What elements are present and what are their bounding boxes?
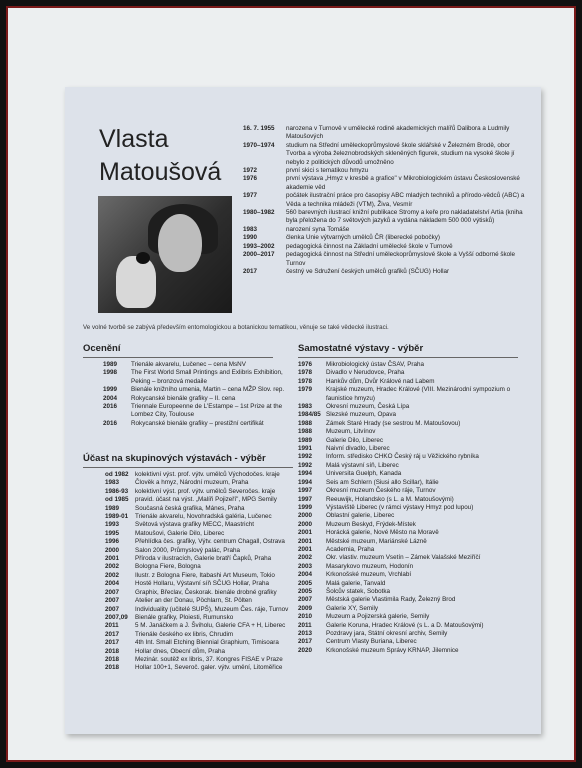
group-exhibition-text: Ilustr. z Bologna Fiere, Itabashi Art Museum, Tokio [135,571,275,579]
biography-year: 2000–2017 [243,251,275,259]
solo-exhibition-year: 2004 [298,571,313,579]
solo-exhibition-year: 2009 [298,604,313,612]
group-exhibition-year: 2018 [105,647,120,655]
biography-year: 1976 [243,175,258,183]
group-exhibition-text: 4th Int. Small Etching Biennial Graphium, Timisoara [135,639,279,647]
group-exhibition-year: 2017 [105,639,120,647]
solo-exhibition-year: 1992 [298,461,313,469]
group-exhibitions-list [105,471,305,673]
solo-exhibition-item [298,496,523,504]
group-exhibitions-heading: Účast na skupinových výstavách - výběr [83,453,293,468]
award-text: Rokycanské bienále grafiky – II. cena [131,394,236,402]
biography-timeline [243,125,533,276]
solo-exhibition-item [298,512,523,520]
solo-exhibition-year: 1978 [298,369,313,377]
group-exhibition-text: Graphix, Břeclav, Českorak. bienále drobné grafiky [135,588,277,596]
group-exhibition-item [105,479,305,487]
biography-year: 1977 [243,192,258,200]
solo-exhibition-year: 1997 [298,487,313,495]
solo-exhibition-text: Malá výstavní síň, Liberec [326,461,399,469]
group-exhibition-text: kolektivní výst. prof. výtv. umělců Severočes. kraje [135,487,276,495]
award-text: The First World Small Printings and Exlibris Exhibition, Peking – bronzová medaile [131,369,283,385]
group-exhibition-text: Přehlídka čes. grafiky, Výtv. centrum Chagall, Ostrava [135,538,285,546]
biography-text: pedagogická činnost na Střední uměleckoprůmyslové škole a Vyšší odborné škole Turnov [286,251,516,267]
biography-note: Ve volné tvorbě se zabývá především entomologickou a botanickou tematikou, věnuje se také vědecké ilustraci. [83,324,389,331]
group-exhibition-item [105,597,305,605]
solo-exhibition-item [298,605,523,613]
solo-exhibition-text: Okresní muzeum Českého ráje, Turnov [326,487,436,495]
group-exhibition-year: 1993 [105,521,120,529]
group-exhibition-text: kolektivní výst. prof. výtv. umělců Východočes. kraje [135,471,280,478]
award-year: 2016 [103,403,118,411]
solo-exhibition-item [298,571,523,579]
solo-exhibition-item [298,521,523,529]
group-exhibition-item [105,563,305,571]
solo-exhibition-text: Okr. vlastiv. muzeum Vsetín – Zámek Valašské Meziříčí [326,554,481,562]
solo-exhibition-item [298,554,523,562]
solo-exhibition-text: Šolcův statek, Sobotka [326,587,391,595]
group-exhibition-item [105,513,305,521]
group-exhibition-item [105,505,305,513]
solo-exhibition-text: Městská galerie Vlastimila Rady, Železný Brod [326,596,456,604]
group-exhibition-item [105,589,305,597]
biography-text: členka Unie výtvarných umělců ČR (liberecké pobočky) [286,234,440,242]
award-item [103,420,293,428]
award-item [103,403,293,420]
group-exhibition-year: od 1985 [105,496,129,504]
solo-exhibition-item [298,538,523,546]
solo-exhibition-item [298,504,523,512]
group-exhibition-item [105,631,305,639]
solo-exhibition-text: Centrum Vlasty Buriana, Liberec [326,638,417,646]
solo-exhibition-year: 2001 [298,545,313,553]
portrait-face [158,214,202,272]
solo-exhibition-text: Krkonošské muzeum Správy KRNAP, Jilemnice [326,646,459,654]
award-year: 1989 [103,361,118,368]
biography-item [243,142,533,167]
group-exhibition-item [105,606,305,614]
group-exhibition-item [105,488,305,496]
biography-text: studium na Střední uměleckoprůmyslové škole sklářské v Železném Brodě, obor Tvorba a výroba železnobrodských skleněných figurek, studium na vysoké škole jí nebylo z politických důvodů umožněno [286,141,515,166]
group-exhibition-year: 1986-93 [105,487,129,495]
biography-text: první skici s tematikou hmyzu [286,167,369,175]
solo-exhibition-text: Academia, Praha [326,545,375,553]
solo-exhibition-text: Muzeum Beskyd, Frýdek-Místek [326,520,416,528]
biography-text: 560 barevných ilustrací knižní publikace Stromy a keře pro nakladatelství Artia (kniha byla přeložena do 7 světových jazyků a vydána nákladem 500 000 výtisků) [286,209,523,225]
exhibition-poster [65,87,541,734]
solo-exhibition-year: 1988 [298,428,313,436]
award-text: Trienále akvarelu, Lučenec – cena MsNV [131,361,246,368]
group-exhibition-year: 2004 [105,580,120,588]
award-item [103,386,293,394]
solo-exhibition-item [298,369,523,377]
biography-item [243,125,533,142]
solo-exhibition-text: Hankův dům, Dvůr Králové nad Labem [326,377,435,385]
awards-list [103,361,293,428]
solo-exhibition-year: 1994 [298,470,313,478]
biography-year: 1983 [243,225,258,233]
group-exhibition-text: Člověk a hmyz, Národní muzeum, Praha [135,479,249,487]
solo-exhibition-item [298,529,523,537]
award-item [103,369,293,386]
biography-text: počátek ilustrační práce pro časopisy ABC mladých techniků a přírodo-vědců (ABC) a Věda a technika mládeži (VTM), Živa, Vesmír [286,192,525,208]
group-exhibition-year: 2018 [105,664,120,672]
solo-exhibition-text: Reeuwijk, Holandsko (s L. a M. Matoušovými) [326,495,454,503]
solo-exhibition-text: Horácká galerie, Nové Město na Moravě [326,529,439,537]
biography-year: 2017 [243,267,258,275]
group-exhibition-year: 2002 [105,563,120,571]
group-exhibition-text: Atelier an der Donau, Pöchlarn, St. Pölten [135,597,252,605]
solo-exhibition-year: 2005 [298,579,313,587]
group-exhibition-text: Hollar dnes, Obecní dům, Praha [135,647,225,655]
solo-exhibition-text: Muzeum, Litvínov [326,428,376,436]
group-exhibition-item [105,555,305,563]
solo-exhibition-text: Seis am Schlern (Siusi allo Scillar), Itálie [326,478,439,486]
group-exhibition-text: Hollar 100+1, Severoč. galer. výtv. umění, Litoměřice [135,664,283,672]
solo-exhibition-item [298,546,523,554]
group-exhibition-year: 2002 [105,571,120,579]
solo-exhibition-item [298,638,523,646]
solo-exhibition-year: 2020 [298,646,313,654]
group-exhibition-year: 2000 [105,546,120,554]
group-exhibition-text: Hostě Hollaru, Výstavní síň SČUG Hollar, Praha [135,580,270,588]
artist-first-name: Vlasta [99,125,169,153]
solo-exhibition-year: 1994 [298,478,313,486]
group-exhibition-item [105,639,305,647]
solo-exhibition-year: 2002 [298,554,313,562]
solo-exhibition-item [298,563,523,571]
group-exhibition-year: 2007 [105,597,120,605]
photo-frame [6,6,576,762]
solo-exhibition-text: Muzeum a Pojizerská galerie, Semily [326,613,430,621]
group-exhibition-text: Individuality (učitelé SUPŠ), Muzeum Čes. ráje, Turnov [135,605,289,613]
solo-exhibition-year: 1978 [298,377,313,385]
biography-text: čestný ve Sdružení českých umělců grafiků (SČUG) Hollar [286,267,450,275]
solo-exhibition-year: 2007 [298,596,313,604]
solo-exhibition-item [298,487,523,495]
group-exhibition-text: Světová výstava grafiky MECC, Maastricht [135,521,254,529]
biography-text: narozena v Turnově v umělecké rodině akademických malířů Dalibora a Ludmily Matoušových [286,125,510,141]
group-exhibition-text: Salon 2000, Průmyslový palác, Praha [135,546,241,554]
award-item [103,361,293,369]
solo-exhibition-text: Výstaviště Liberec (v rámci výstavy Hmyz pod lupou) [326,503,474,511]
group-exhibition-year: 1989-01 [105,513,129,521]
group-exhibition-year: 2011 [105,622,119,630]
solo-exhibition-year: 1984/85 [298,411,321,419]
solo-exhibition-item [298,453,523,461]
solo-exhibition-item [298,630,523,638]
solo-exhibition-item [298,622,523,630]
group-exhibition-year: 1989 [105,504,120,512]
solo-exhibition-year: 2000 [298,512,313,520]
biography-item [243,251,533,268]
portrait-hand [116,256,156,308]
beetle-icon [136,252,150,264]
group-exhibition-text: Matoušovi, Galerie Dilo, Liberec [135,529,225,537]
solo-exhibition-text: Městské muzeum, Mariánské Lázně [326,537,427,545]
solo-exhibition-year: 1983 [298,403,313,411]
biography-item [243,209,533,226]
biography-year: 1980–1982 [243,209,275,217]
award-text: Rokycanské bienále grafiky – prestižní certifikát [131,419,264,427]
solo-exhibition-item [298,596,523,604]
award-year: 1999 [103,386,118,394]
solo-exhibition-text: Malá galerie, Tanvald [326,579,386,587]
solo-exhibition-year: 2001 [298,529,313,537]
group-exhibition-text: Mezinár. soutěž ex libris, 37. Kongres FISAE v Praze [135,655,283,663]
artist-name [99,123,221,189]
solo-exhibition-year: 1999 [298,503,313,511]
award-item [103,395,293,403]
group-exhibition-year: od 1982 [105,471,129,478]
biography-text: pedagogická činnost na Základní umělecké škole v Turnově [286,242,453,250]
biography-item [243,192,533,209]
solo-exhibition-text: Krajské muzeum, Hradec Králové (VIII. Mezinárodní sympozium o faunistice hmyzu) [326,386,511,402]
award-year: 2004 [103,394,118,402]
solo-exhibition-text: Divadlo v Nerudovce, Praha [326,369,405,377]
solo-exhibition-item [298,411,523,419]
group-exhibition-text: Trienále českého ex libris, Chrudim [135,630,234,638]
group-exhibition-text: Příroda v ilustracích, Galerie bratří Čapků, Praha [135,555,272,563]
solo-exhibition-text: Oblastní galerie, Liberec [326,512,395,520]
group-exhibition-item [105,547,305,555]
biography-text: narození syna Tomáše [286,225,350,233]
biography-year: 1970–1974 [243,141,275,149]
solo-exhibition-item [298,470,523,478]
solo-exhibition-year: 2010 [298,613,313,621]
biography-year: 1990 [243,234,258,242]
group-exhibition-item [105,496,305,504]
biography-item [243,175,533,192]
solo-exhibition-text: Slezské muzeum, Opava [326,411,396,419]
biography-year: 16. 7. 1955 [243,125,275,132]
group-exhibition-text: Bologna Fiere, Bologna [135,563,201,571]
biography-year: 1993–2002 [243,242,275,250]
solo-exhibition-year: 2003 [298,562,313,570]
group-exhibition-year: 2001 [105,555,120,563]
solo-exhibition-text: Galerie Dilo, Liberec [326,436,384,444]
group-exhibition-year: 2007,09 [105,613,128,621]
group-exhibition-item [105,580,305,588]
group-exhibition-item [105,648,305,656]
group-exhibition-text: 5 M. Janáčkem a J. Šviholu, Galerie CFA + H, Liberec [135,622,286,630]
group-exhibition-year: 1983 [105,479,120,487]
solo-exhibition-text: Universita Guelph, Kanada [326,470,402,478]
solo-exhibition-text: Masarykovo muzeum, Hodonín [326,562,414,570]
solo-exhibition-year: 2000 [298,520,313,528]
group-exhibition-item [105,622,305,630]
group-exhibition-item [105,530,305,538]
biography-item [243,243,533,251]
group-exhibition-year: 1995 [105,529,120,537]
group-exhibition-item [105,656,305,664]
solo-exhibitions-list [298,361,523,655]
solo-exhibition-year: 1988 [298,419,313,427]
solo-exhibition-year: 2011 [298,621,312,629]
group-exhibition-item [105,521,305,529]
award-text: Triennale Europeenne de L'Estampe – 1st Prize at the Lombez City, Toulouse [131,403,283,419]
solo-exhibition-item [298,403,523,411]
solo-exhibition-item [298,647,523,655]
group-exhibition-year: 2007 [105,605,120,613]
group-exhibition-item [105,538,305,546]
solo-exhibition-item [298,580,523,588]
solo-exhibition-year: 1976 [298,361,313,368]
solo-exhibition-text: Zámek Staré Hrady (se sestrou M. Matoušovou) [326,419,461,427]
solo-exhibition-text: Naivní divadlo, Liberec [326,445,390,453]
solo-exhibition-year: 1992 [298,453,313,461]
solo-exhibition-year: 2013 [298,630,313,637]
solo-exhibition-year: 1991 [298,445,313,453]
biography-year: 1972 [243,167,258,175]
solo-exhibition-text: Galerie XY, Semily [326,604,379,612]
biography-item [243,234,533,242]
solo-exhibition-item [298,386,523,403]
solo-exhibition-item [298,361,523,369]
solo-exhibition-text: Inform. středisko CHKO Český ráj u Věžického rybníka [326,453,479,461]
solo-exhibition-text: Okresní muzeum, Česká Lípa [326,403,410,411]
group-exhibition-text: Bienále grafiky, Ploiesti, Rumunsko [135,613,234,621]
solo-exhibition-text: Krkonošské muzeum, Vrchlabí [326,571,412,579]
solo-exhibition-item [298,613,523,621]
solo-exhibition-text: Galerie Koruna, Hradec Králové (s L. a D. Matoušovými) [326,621,484,629]
solo-exhibition-item [298,437,523,445]
group-exhibition-year: 2018 [105,655,120,663]
group-exhibition-year: 1996 [105,538,120,546]
biography-text: první výstava „Hmyz v kresbě a grafice" v Mikrobiologickém ústavu Československé akademie věd [286,175,520,191]
solo-exhibition-item [298,479,523,487]
artist-last-name: Matoušová [99,158,222,186]
award-year: 1998 [103,369,118,377]
solo-exhibition-item [298,462,523,470]
solo-exhibition-item [298,378,523,386]
group-exhibition-text: Trienále akvarelu, Novohradská galéria, Lučenec [135,513,272,521]
group-exhibition-text: pravid. účast na výst. „Malíři Pojizeří", MPG Semily [135,496,277,504]
group-exhibition-item [105,664,305,672]
award-text: Bienále knižního umenia, Martin – cena MŽP Slov. rep. [131,386,285,394]
solo-exhibition-item [298,420,523,428]
awards-heading: Ocenění [83,343,273,358]
solo-exhibition-year: 2017 [298,638,313,646]
solo-exhibition-year: 2005 [298,587,313,595]
group-exhibition-year: 2007 [105,588,120,596]
solo-exhibition-item [298,428,523,436]
solo-exhibition-year: 1997 [298,495,313,503]
group-exhibition-text: Současná česká grafika, Mánes, Praha [135,504,245,512]
solo-exhibition-year: 1979 [298,386,313,394]
solo-exhibition-text: Mikrobiologický ústav ČSAV, Praha [326,361,424,368]
biography-item [243,268,533,276]
group-exhibition-year: 2017 [105,630,120,638]
artist-portrait [98,196,232,313]
solo-exhibition-year: 2001 [298,537,313,545]
solo-exhibition-text: Pozdravy jara, Státní okresní archiv, Semily [326,630,448,637]
award-year: 2016 [103,419,118,427]
solo-exhibitions-heading: Samostatné výstavy - výběr [298,343,518,358]
solo-exhibition-year: 1989 [298,436,313,444]
